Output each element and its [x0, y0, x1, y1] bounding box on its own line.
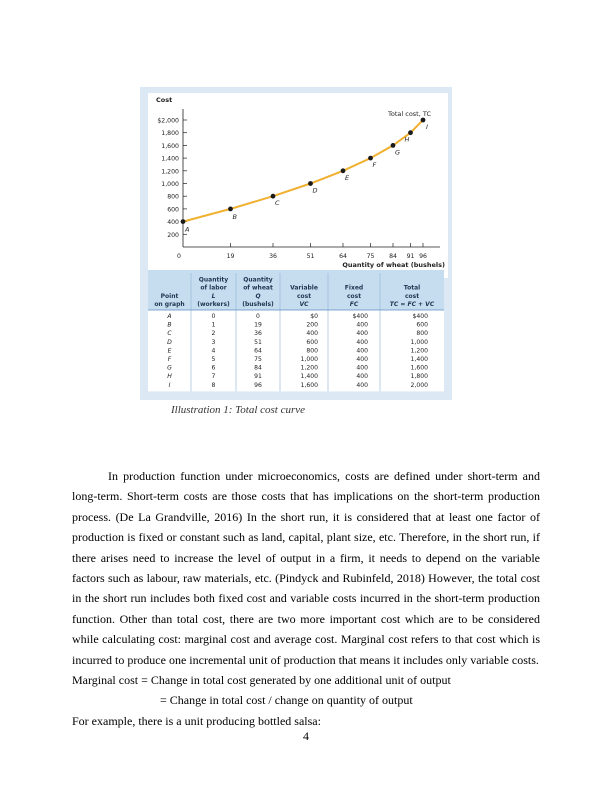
table-header-text: (bushels)	[242, 301, 274, 308]
y-axis-title: Cost	[156, 96, 173, 104]
point-label: A	[185, 225, 190, 234]
data-point-b	[228, 207, 233, 212]
data-point-e	[341, 168, 346, 173]
table-header-text: cost	[404, 292, 420, 300]
table-cell: G	[167, 364, 172, 372]
table-cell: 1,800	[410, 373, 428, 381]
table-cell: 4	[211, 347, 216, 355]
table-cell: 400	[306, 330, 318, 338]
table-header-text: of labor	[200, 284, 227, 292]
point-label: I	[426, 123, 428, 131]
table-cell: 600	[416, 321, 428, 329]
table-header-text: cost	[346, 292, 362, 300]
table-header-text: TC = FC + VC	[389, 301, 435, 308]
y-tick-label: 1,200	[161, 168, 179, 176]
y-tick-label: $2,000	[157, 117, 179, 125]
table-cell: H	[167, 373, 172, 381]
point-label: H	[404, 135, 410, 144]
table-cell: B	[167, 321, 172, 329]
table-cell: 400	[356, 338, 368, 346]
table-header-text: Variable	[290, 284, 318, 292]
table-cell: A	[167, 313, 172, 320]
data-point-c	[271, 194, 276, 199]
table-cell: 0	[211, 313, 216, 320]
table-cell: 1,000	[410, 338, 428, 346]
point-label: G	[395, 148, 401, 157]
table-cell: 800	[306, 347, 318, 355]
table-cell: 51	[254, 338, 262, 346]
point-label: D	[312, 186, 318, 195]
y-tick-label: 200	[167, 231, 179, 239]
table-cell: 96	[254, 381, 262, 389]
table-header-text: on graph	[154, 301, 185, 308]
table-cell: 1,400	[410, 356, 428, 363]
table-cell: 400	[356, 356, 368, 363]
chart-plot-area	[148, 93, 448, 278]
table-cell: C	[167, 330, 172, 338]
table-cell: 8	[211, 381, 216, 389]
table-cell: 2	[211, 330, 216, 338]
table-cell: 5	[211, 356, 216, 363]
series-label: Total cost, TC	[388, 110, 431, 118]
data-point-f	[368, 156, 373, 161]
y-tick-label: 1,400	[161, 155, 179, 163]
table-cell: 1,400	[300, 373, 318, 381]
marginal-cost-formula: = Change in total cost / change on quantity of output	[160, 693, 413, 708]
table-cell: 1,200	[300, 364, 318, 372]
table-cell: 91	[254, 373, 262, 381]
table-cell: 1	[211, 321, 216, 329]
table-cell: 19	[254, 321, 262, 329]
paragraph-short-term-costs: In production function under microeconomics, costs are defined under short-term and long-term. Short-term costs are those costs that has implications on the short-term production process. (De La Grandville, 2016) In the short run, it is considered that at least one factor of production is fixed or constant such as land, capital, plant size, etc. Therefore, in the short run, if there arises need to increase the level of output in a firm, it needs to depend on the variable factors such as labour, raw materials, etc. (Pindyck and Rubinfeld, 2018) However, the total cost in the short run includes both fixed cost and variable costs incurred in the short-term production function. Other than total cost, there are two more important cost which are to be considered while calculating cost: marginal cost and average cost. Marginal cost refers to that cost which is incurred to produce one incremental unit of production that means it includes only variable costs.	[72, 469, 540, 667]
table-header-text: Q	[255, 292, 261, 300]
table-cell: 400	[356, 330, 368, 338]
table-header-text: of wheat	[243, 284, 273, 292]
table-header-text: L	[211, 292, 216, 300]
y-tick-label: 400	[167, 219, 179, 227]
x-tick-label: 36	[269, 253, 277, 260]
data-point-d	[308, 181, 313, 186]
table-cell: 400	[356, 381, 368, 389]
table-cell: F	[167, 356, 172, 363]
table-cell: 800	[416, 330, 428, 338]
point-label: C	[275, 199, 280, 208]
x-tick-label: 75	[366, 253, 375, 260]
data-point-g	[391, 143, 396, 148]
table-cell: 1,200	[410, 347, 428, 355]
table-cell: $0	[310, 313, 318, 320]
y-tick-label: 1,600	[161, 142, 179, 150]
data-point-i	[421, 118, 426, 123]
table-cell: 1,600	[300, 381, 318, 389]
x-tick-label: 51	[306, 253, 315, 260]
y-tick-label: 600	[167, 206, 179, 214]
example-intro: For example, there is a unit producing bottled salsa:	[72, 713, 321, 728]
body-text	[72, 466, 540, 731]
table-cell: $400	[352, 313, 368, 320]
table-cell: 400	[356, 364, 368, 372]
y-tick-label: 1,800	[161, 130, 179, 138]
marginal-cost-definition: Marginal cost = Change in total cost generated by one additional unit of output	[72, 673, 451, 688]
table-cell: 200	[306, 321, 318, 329]
table-cell: 64	[254, 347, 262, 355]
table-cell: I	[168, 381, 171, 389]
table-header-text: Fixed	[344, 284, 364, 292]
table-cell: 2,000	[410, 381, 428, 389]
table-cell: 84	[254, 364, 262, 372]
page-number: 4	[303, 729, 309, 743]
table-header-text: Point	[160, 292, 179, 300]
table-header-text: Quantity	[243, 276, 273, 284]
table-cell: 75	[254, 356, 262, 363]
table-cell: 400	[356, 321, 368, 329]
x-tick-label: 19	[226, 253, 235, 260]
y-tick-label: 800	[167, 193, 179, 201]
point-label: E	[345, 173, 350, 182]
point-label: B	[232, 212, 237, 221]
figure-caption: Illustration 1: Total cost curve	[171, 404, 306, 414]
table-cell: 600	[306, 338, 318, 346]
table-header-text: VC	[299, 301, 309, 308]
total-cost-chart-and-table	[140, 87, 452, 400]
y-tick-label: 1,000	[161, 181, 179, 188]
point-label: F	[372, 161, 377, 170]
table-header-text: Quantity	[198, 276, 229, 284]
x-tick-label: 64	[339, 253, 347, 260]
data-point-h	[408, 130, 413, 135]
table-cell: 6	[211, 364, 216, 372]
table-cell: 3	[211, 338, 216, 346]
table-body-bg	[148, 310, 444, 391]
data-point-a	[181, 219, 186, 224]
table-header-text: cost	[296, 292, 312, 300]
table-cell: 1,600	[410, 364, 428, 372]
table-header-text: (workers)	[197, 301, 230, 308]
x-tick-label: 84	[389, 253, 397, 260]
x-origin-label: 0	[177, 253, 181, 260]
table-header-text: Total	[403, 284, 421, 292]
total-cost-figure	[140, 87, 452, 400]
table-cell: 1,000	[300, 356, 318, 363]
table-cell: 400	[356, 347, 368, 355]
table-cell: 7	[211, 373, 216, 381]
table-cell: 0	[256, 313, 260, 320]
x-tick-label: 96	[419, 253, 427, 260]
table-cell: D	[167, 338, 172, 346]
table-cell: $400	[412, 313, 428, 320]
table-cell: 400	[356, 373, 368, 381]
table-cell: E	[167, 347, 172, 355]
x-axis-title: Quantity of wheat (bushels)	[342, 261, 445, 269]
table-header-text: FC	[349, 301, 359, 308]
x-tick-label: 91	[406, 253, 415, 260]
table-cell: 36	[254, 330, 262, 338]
